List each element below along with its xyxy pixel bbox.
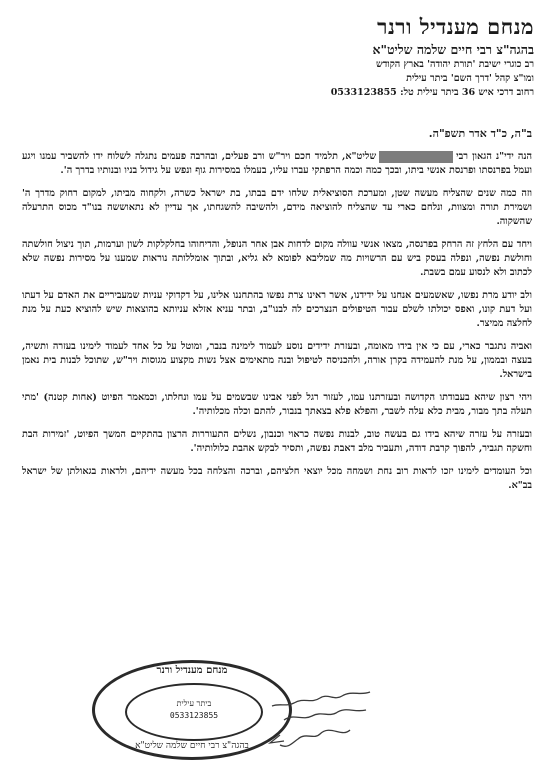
paragraph-1-start: הנה ידי"נ הגאון רבי xyxy=(456,151,532,162)
letterhead-line-1: רב כוגרי ישיבת 'תורת יהודה' בארץ הקודש xyxy=(375,59,534,70)
letter-body xyxy=(22,150,532,502)
paragraph-5: ואביה נתגבר כארי, עם כי אין בידו מאומה, ובעזרת ידידים נוסע לעמוד לימינה בנבר, ומוטל על כל אחד לעמוד לימינו בעזרה ותשיה, בעצה ובממון, על מנת להעמידה בקרן אורה, ולהכניסה לטיפול ובנה מתאימים אצל נשות מקצוע מגוסות ויר"ש, שתוכל לבנות בית נאמן בישראל. xyxy=(22,341,532,380)
stamp-phone: 0533123855 xyxy=(169,711,219,720)
paragraph-8: וכל העומדים לימינו יזכו לראות רוב נחת ושמחה מכל יוצאי חלציהם, וברכה והצלחה בכל מעשה ידיהם, ולראות בגאולתן של ישראל בב"א. xyxy=(22,466,532,491)
letterhead-title: בהגה"צ רבי חיים שלמה שליט"א xyxy=(372,42,534,57)
letterhead-name: מנחם מענדיל ורנר xyxy=(377,14,534,39)
paragraph-4: ולב יודע מרת נפשו, שאשמעים אנחנו על ידידנו, אשר ראינו צרת נפשו בהתחננו אלינו, על דקדוקי עניות שמעביריים את האדם על דעתו ועל דעת קונו, ואפס יכולתו לשלם עבור הטיפולים הנצרכים לה לבנו"ב, ובתר עניא אזלא עניותא בהוצאות שיש להוציא כעת על מנת לחלצה ממיצר. xyxy=(22,290,532,329)
stamp-title: בהגה"צ רבי חיים שלמה שליט"א xyxy=(135,741,249,751)
letterhead-address: רחוב דרכי איש 36 ביתר עילית טל: 0533123855 xyxy=(330,87,534,98)
letterhead-line-2: ומו"צ קהל 'דרך השם' ביתר עילית xyxy=(406,73,534,84)
redacted-name xyxy=(379,151,453,163)
paragraph-1-rest: שליט"א, תלמיד חכם ויר"ש ורב פעלים, ובהרבה פעמים נתגלה לשלוח ידו להשביר עמנו ויגע ועמל בפרנסתו ופרנסת אנשי ביתו, ובכך כמה וכמה הרפתקי עברו עליו, בעמלו במסירות גוף ונפש על גידול בניו ובנותיו בדרך ה'. xyxy=(22,151,532,176)
paragraph-7: ובעזרה על עזרה שיהא בידו גם בעשה טוב, לבנות נפשה כראוי וכנבון, נשלים התעוררות הרצון בהתקיים המשך הפיוט, 'זמירות הבת וחשקה תגביר, להפוך קרבת דודה, ותעביר מלב דאבת נפשה, ותסיר לבקש אהבת כלולותיה'. xyxy=(22,429,532,454)
stamp-city: ביתר עילית xyxy=(176,699,212,708)
paragraph-1 xyxy=(22,150,532,178)
handwritten-signature xyxy=(250,680,380,750)
letterhead xyxy=(234,14,534,100)
paragraph-2: וזה כמה שנים שהצליח מעשה שטן, ומערכת הסוציאלית שלחו ידם בבתו, בת ישראל כשרה, ולקחוה מביתו, למקום רחוק מדרך ה' ושמירת תורה ומצוות, ונלחם כארי עד שהצליח להוציאה מידם, ולהשיבה להשגחתו, אך עדיין לא נתאוששה בנו"ד מכוס התרעלה שהשקוה. xyxy=(22,188,532,227)
paragraph-6: ויהי רצון שיהא בעבודתו הקדושה ובעזרתנו עמו, לעזור רגל לפני אבינו שבשמים על עמו ונחלתו, וכמאמר הפיוט (אחות קטנה) 'מתי תעלה בתך מבור, מבית כלא עלה לשבר, והפלא פלא בצאתך בנבור, להתם וכלה מכלותיה'. xyxy=(22,392,532,417)
stamp-inner-ring xyxy=(125,683,263,741)
paragraph-3: ויחד עם הלחץ זה הרחק בפרנסה, מצאו אנשי עוולה מקום לדחות אבן אחר הנופל, והדיחוהו בחלקלקות לשון וערמות, תוך ניצול חולשתה וחולשת נפשה, ונפלה בעסק ביש עם הרשויות מה שמליבא לפומא לא גליא, ובתוך אומללותה נוראות שמענו על מסירות נפשה שלא לכתוב ולא לנסוע עמם בשבת. xyxy=(22,239,532,278)
letter-date: ב"ה, כ"ד אדר תשפ"ה. xyxy=(428,127,532,140)
stamp-name: מנחם מענדיל ורנר xyxy=(156,665,228,676)
